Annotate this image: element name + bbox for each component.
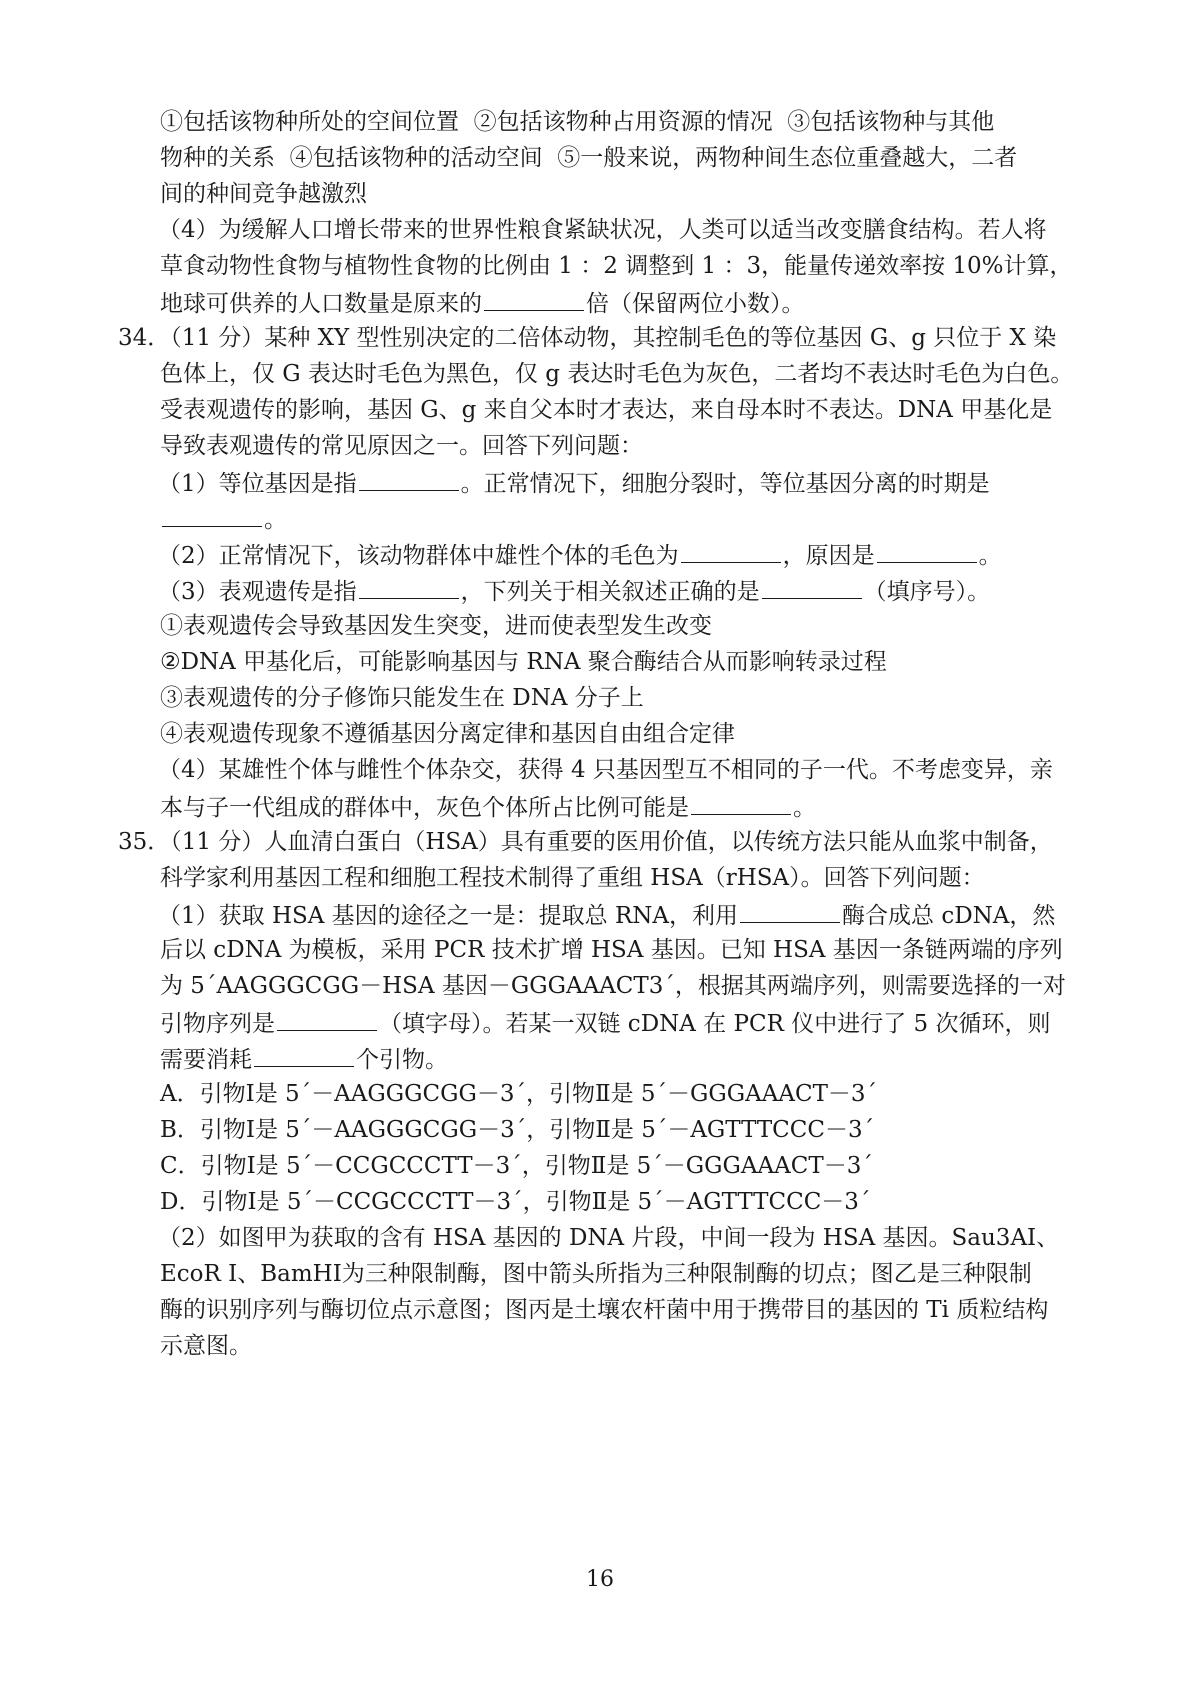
q35-part2-line-2: EcoR Ⅰ、BamHⅠ为三种限制酶，图中箭头所指为三种限制酶的切点；图乙是三种限制 xyxy=(160,1261,1032,1287)
q35-part1-line-1: （1）获取 HSA 基因的途径之一是：提取总 RNA，利用 酶合成总 cDNA，然 xyxy=(158,900,1055,928)
answer-blank[interactable] xyxy=(277,1008,377,1031)
prev-part4-line-2: 草食动物性食物与植物性食物的比例由 1 ：2 调整到 1 ：3，能量传递效率按 10%计算， xyxy=(160,253,1073,279)
q35-part2-line-1: （2）如图甲为获取的含有 HSA 基因的 DNA 片段，中间一段为 HSA 基因。Sau3AⅠ、 xyxy=(158,1225,1060,1251)
q35-option-c: C．引物Ⅰ是 5´－CCGCCCTT－3´，引物Ⅱ是 5´－GGGAAACT－3´ xyxy=(160,1153,873,1179)
q34-part1-cont: 。 xyxy=(160,504,287,532)
q35-stem-line-2: 科学家利用基因工程和细胞工程技术制得了重组 HSA（rHSA）。回答下列问题： xyxy=(160,865,985,891)
answer-blank[interactable] xyxy=(359,468,459,491)
q35-part2-line-4: 示意图。 xyxy=(160,1333,252,1359)
answer-blank[interactable] xyxy=(162,504,262,527)
q34-part4-line-1: （4）某雄性个体与雌性个体杂交，获得 4 只基因型互不相同的子一代。不考虑变异，亲 xyxy=(158,757,1053,783)
answer-blank[interactable] xyxy=(681,540,781,563)
prev-part4-line-3: 地球可供养的人口数量是原来的 倍（保留两位小数）。 xyxy=(160,288,805,316)
prev-options-line-3: 间的种间竞争越激烈 xyxy=(160,181,367,207)
q34-part2: （2）正常情况下，该动物群体中雄性个体的毛色为 ，原因是 。 xyxy=(158,540,1002,568)
q35-option-d: D．引物Ⅰ是 5´－CCGCCCTT－3´，引物Ⅱ是 5´－AGTTTCCC－3´ xyxy=(160,1189,871,1215)
answer-blank[interactable] xyxy=(359,576,459,599)
q34-stem-line-3: 受表观遗传的影响，基因 G、g 来自父本时才表达，来自母本时不表达。DNA 甲基化是 xyxy=(160,397,1053,423)
q35-stem-line-1: 35．（11 分）人血清白蛋白（HSA）具有重要的医用价值，以传统方法只能从血浆中制备， xyxy=(118,829,1053,855)
q35-part1-line-2: 后以 cDNA 为模板，采用 PCR 技术扩增 HSA 基因。已知 HSA 基因一条链两端的序列 xyxy=(160,937,1063,963)
q35-part1-line-3: 为 5´AAGGGCGG－HSA 基因－GGGAAACT3´，根据其两端序列，则需要选择的一对 xyxy=(160,973,1066,999)
q35-option-b: B．引物Ⅰ是 5´－AAGGGCGG－3´，引物Ⅱ是 5´－AGTTTCCC－3´ xyxy=(160,1117,875,1143)
prev-options-line-2: 物种的关系 ④包括该物种的活动空间 ⑤一般来说，两物种间生态位重叠越大，二者 xyxy=(160,145,1018,171)
q34-stem-line-4: 导致表观遗传的常见原因之一。回答下列问题： xyxy=(160,433,643,459)
q34-stem-line-2: 色体上，仅 G 表达时毛色为黑色，仅 g 表达时毛色为灰色，二者均不表达时毛色为白色。 xyxy=(160,361,1074,387)
prev-options-line-1: ①包括该物种所处的空间位置 ②包括该物种占用资源的情况 ③包括该物种与其他 xyxy=(160,109,995,135)
answer-blank[interactable] xyxy=(740,900,840,923)
prev-part4-line-1: （4）为缓解人口增长带来的世界性粮食紧缺状况，人类可以适当改变膳食结构。若人将 xyxy=(158,217,1047,243)
q34-stem-line-1: 34．（11 分）某种 XY 型性别决定的二倍体动物，其控制毛色的等位基因 G、g 只位于 X 染 xyxy=(118,325,1057,351)
q34-part4-line-2: 本与子一代组成的群体中，灰色个体所占比例可能是 。 xyxy=(160,792,816,820)
answer-blank[interactable] xyxy=(691,792,791,815)
q35-option-a: A．引物Ⅰ是 5´－AAGGGCGG－3´，引物Ⅱ是 5´－GGGAAACT－3´ xyxy=(160,1081,878,1107)
page-number: 16 xyxy=(586,1567,614,1592)
answer-blank[interactable] xyxy=(484,288,584,311)
q35-part1-line-4: 引物序列是 （填字母）。若某一双链 cDNA 在 PCR 仪中进行了 5 次循环，则 xyxy=(160,1008,1050,1036)
q34-option-1: ①表观遗传会导致基因发生突变，进而使表型发生改变 xyxy=(160,613,712,639)
q34-option-2: ②DNA 甲基化后，可能影响基因与 RNA 聚合酶结合从而影响转录过程 xyxy=(160,649,887,675)
q34-part1: （1）等位基因是指 。正常情况下，细胞分裂时，等位基因分离的时期是 xyxy=(158,468,990,496)
answer-blank[interactable] xyxy=(877,540,977,563)
q34-part3: （3）表观遗传是指 ，下列关于相关叙述正确的是 （填序号）。 xyxy=(158,576,990,604)
q35-part1-line-5: 需要消耗 个引物。 xyxy=(160,1044,448,1072)
answer-blank[interactable] xyxy=(762,576,862,599)
q34-option-3: ③表观遗传的分子修饰只能发生在 DNA 分子上 xyxy=(160,685,644,711)
answer-blank[interactable] xyxy=(254,1044,354,1067)
q34-option-4: ④表观遗传现象不遵循基因分离定律和基因自由组合定律 xyxy=(160,721,735,747)
q35-part2-line-3: 酶的识别序列与酶切位点示意图；图丙是土壤农杆菌中用于携带目的基因的 Ti 质粒结构 xyxy=(160,1297,1049,1323)
